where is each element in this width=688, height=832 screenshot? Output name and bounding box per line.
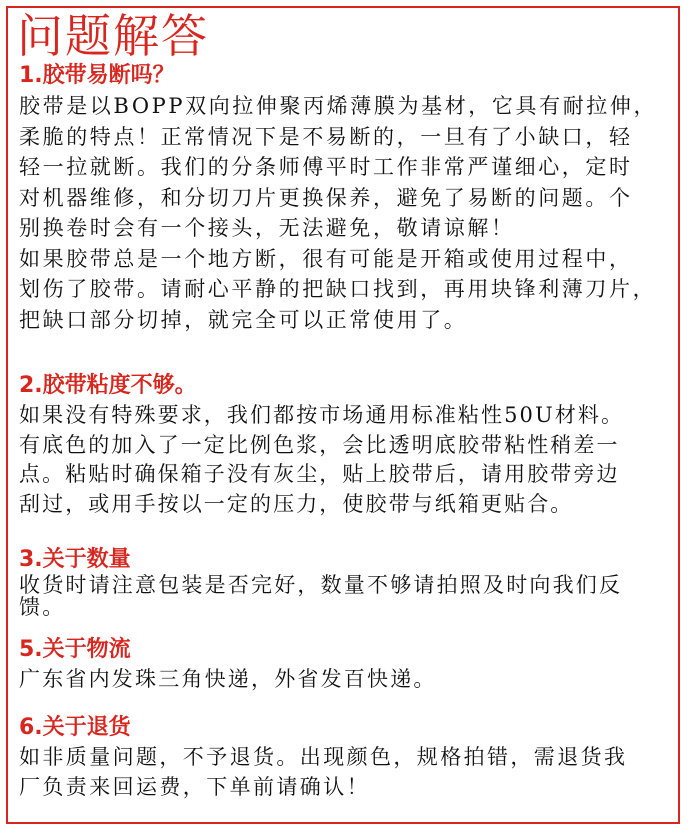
- body-line: 有底色的加入了一定比例色浆，会比透明底胶带粘性稍差一: [19, 432, 620, 457]
- section-heading: 2.胶带粘度不够。: [19, 373, 197, 398]
- section-quantity: [19, 546, 679, 618]
- body-line: 别换卷时会有一个接头，无法避免，敬请谅解！: [19, 216, 515, 240]
- section-returns: [19, 714, 679, 802]
- section-heading: 1.胶带易断吗？: [19, 63, 175, 88]
- body-line: 轻一拉就断。我们的分条师傅平时工作非常严谨细心，定时: [19, 155, 633, 179]
- section-logistics: [19, 636, 679, 694]
- section-tape-breakage: [19, 62, 679, 335]
- body-line: 收货时请注意包装是否完好，数量不够请拍照及时向我们反: [19, 573, 623, 597]
- body-line: 胶带是以BOPP双向拉伸聚丙烯薄膜为基材，它具有耐拉伸，: [19, 94, 658, 118]
- section-heading: 6.关于退货: [19, 715, 131, 740]
- body-line: 如果胶带总是一个地方断，很有可能是开箱或使用过程中，: [19, 246, 633, 271]
- page-title: 问题解答: [17, 9, 209, 63]
- section-tape-adhesion: [19, 372, 679, 519]
- body-line: 广东省内发珠三角快递，外省发百快递。: [19, 667, 437, 691]
- body-line: 如非质量问题，不予退货。出现颜色，规格拍错，需退货我: [19, 745, 628, 769]
- section-heading: 3.关于数量: [19, 547, 131, 572]
- body-line: 厂负责来回运费，下单前请确认！: [19, 775, 370, 799]
- body-line: 如果没有特殊要求，我们都按市场通用标准粘性50U材料。: [19, 403, 625, 427]
- body-line: 划伤了胶带。请耐心平静的把缺口找到，再用块锋利薄刀片，: [19, 277, 657, 301]
- body-line: 刮过，或用手按以一定的压力，使胶带与纸箱更贴合。: [19, 491, 574, 516]
- body-line: 对机器维修，和分切刀片更换保养，避免了易断的问题。个: [19, 185, 633, 210]
- body-line: 把缺口部分切掉，就完全可以正常使用了。: [19, 307, 468, 332]
- body-line: 柔脆的特点！正常情况下是不易断的，一旦有了小缺口，轻: [19, 124, 633, 149]
- body-line: 点。粘贴时确保箱子没有灰尘，贴上胶带后，请用胶带旁边: [19, 462, 620, 486]
- section-heading: 5.关于物流: [19, 637, 131, 662]
- body-line: 馈。: [19, 595, 66, 619]
